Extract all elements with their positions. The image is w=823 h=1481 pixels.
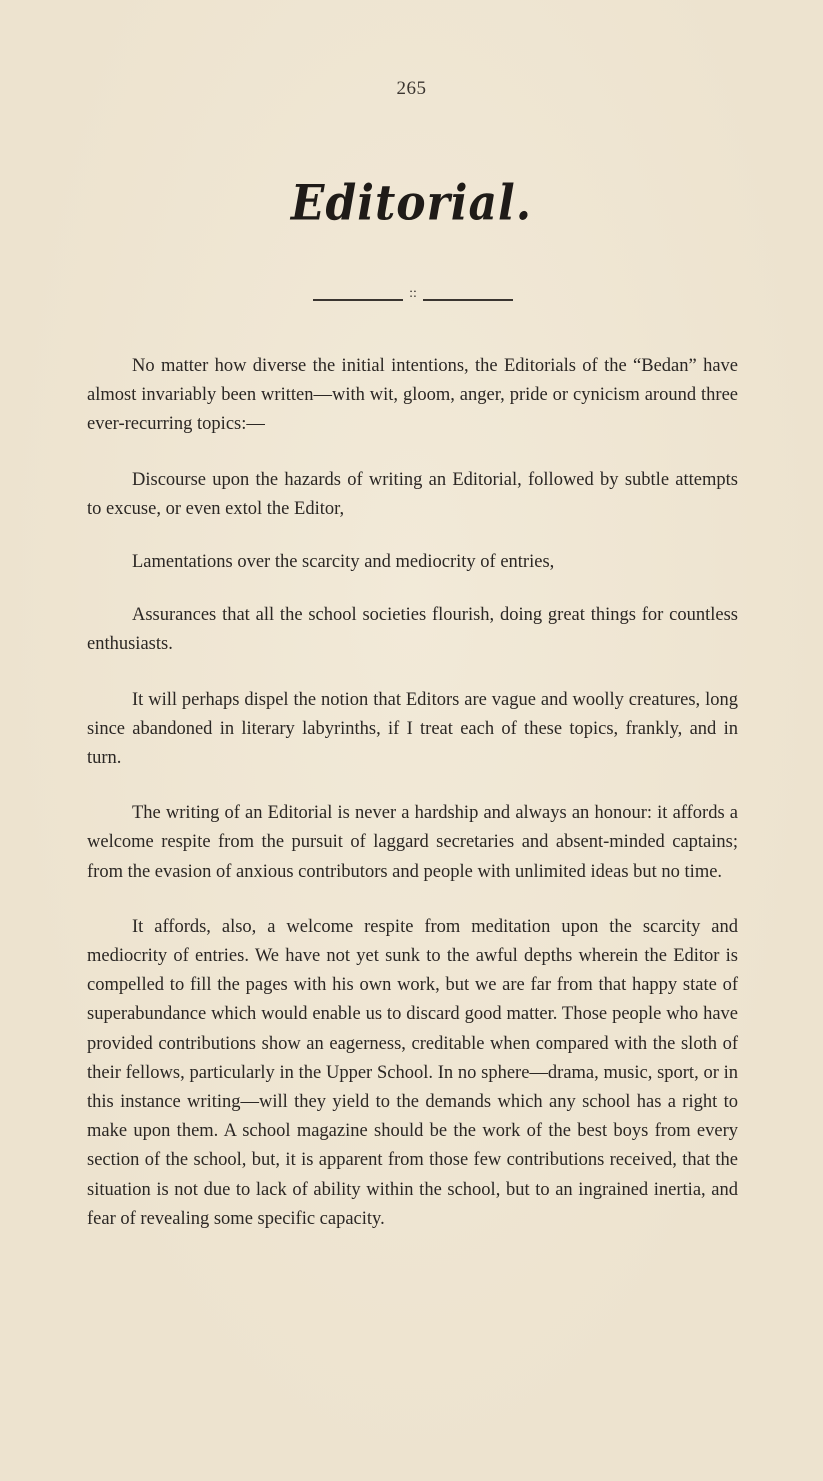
page-number: 265: [396, 78, 427, 99]
paragraph-intro: No matter how diverse the initial intentions, the Editorials of the “Bedan” have almost invariably been written—with wit, gloom, anger, pride or cynicism around three ever-recurring topics:—: [87, 356, 738, 435]
divider-line-right: [423, 299, 513, 301]
paragraph-discourse: Discourse upon the hazards of writing an Editorial, followed by subtle attempts to excuse, or even extol the Editor,: [87, 469, 738, 519]
divider-line-left: [313, 299, 403, 301]
editorial-body: [87, 352, 738, 1260]
paragraph-respite: It affords, also, a welcome respite from meditation upon the scarcity and mediocrity of entries. We have not yet sunk to the awful depths wherein the Editor is compelled to fill the pages with his own work, but we are far from that happy state of superabundance which would enable us to discard good matter. Those people who have provided contributions show an eagerness, creditable when compared with the sloth of their fellows, particularly in the Upper School. In no sphere—drama, music, sport, or in this instance writing—will they yield to the demands which any school has a right to make upon them. A school magazine should be the work of the best boys from every section of the school, but, it is apparent from those few contributions received, that the situation is not due to lack of ability within the school, but to an ingrained inertia, and fear of revealing some specific capacity.: [87, 916, 738, 1229]
page-title: Editorial.: [290, 175, 533, 232]
divider-ornament: ::: [409, 286, 417, 301]
paragraph-lamentations: Lamentations over the scarcity and mediocrity of entries,: [132, 552, 555, 573]
paragraph-dispel: It will perhaps dispel the notion that Editors are vague and woolly creatures, long since abandoned in literary labyrinths, if I treat each of these topics, frankly, and in turn.: [87, 689, 738, 769]
paragraph-writing: The writing of an Editorial is never a hardship and always an honour: it affords a welcome respite from the pursuit of laggard secretaries and absent-minded captains; from the evasion of anxious contributors and people with unlimited ideas but no time.: [87, 803, 738, 882]
paragraph-assurances: Assurances that all the school societies flourish, doing great things for countless enthusiasts.: [87, 605, 738, 655]
section-divider: [313, 286, 513, 307]
